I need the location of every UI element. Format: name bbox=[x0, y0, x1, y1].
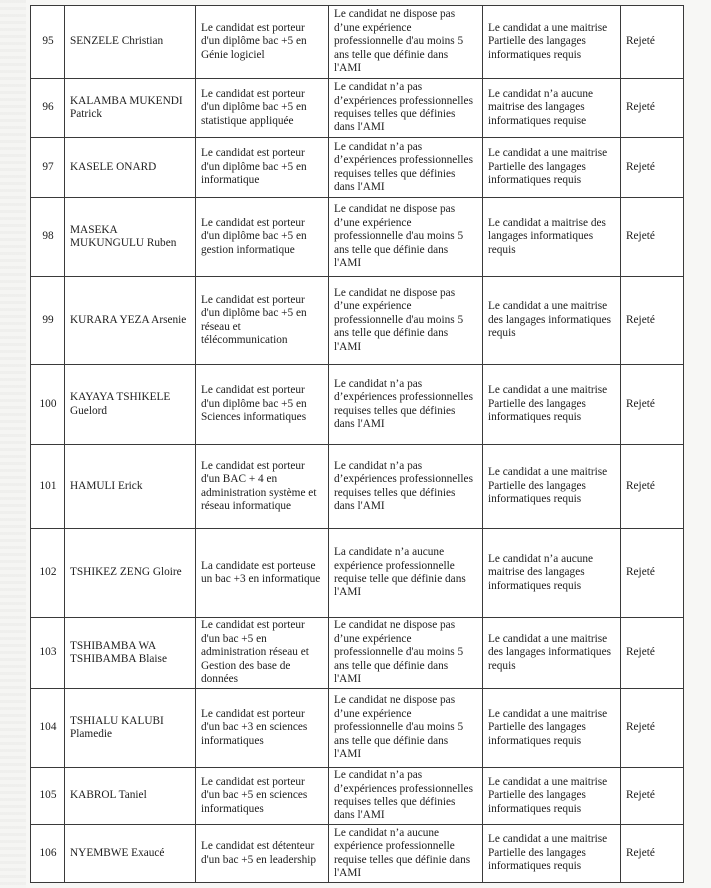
diploma-assessment: Le candidat est porteur d'un BAC + 4 en administration système et réseau informatique bbox=[196, 445, 329, 529]
candidate-number: 101 bbox=[31, 445, 65, 529]
candidates-table bbox=[30, 5, 684, 883]
diploma-assessment: Le candidat est porteur d'un bac +5 en administration réseau et Gestion des base de données bbox=[196, 618, 329, 689]
table-row bbox=[31, 198, 684, 277]
decision-status: Rejeté bbox=[621, 768, 684, 825]
experience-assessment: La candidate n’a aucune expérience professionnelle requise telle que définie dans l'AMI bbox=[329, 529, 483, 618]
languages-assessment: Le candidat n’a aucune maitrise des langages informatiques requis bbox=[483, 529, 621, 618]
decision-status: Rejeté bbox=[621, 445, 684, 529]
candidate-number: 97 bbox=[31, 138, 65, 198]
languages-assessment: Le candidat n’a aucune maitrise des langages informatiques requise bbox=[483, 79, 621, 138]
candidate-name: TSHIKEZ ZENG Gloire bbox=[65, 529, 196, 618]
table-row bbox=[31, 138, 684, 198]
experience-assessment: Le candidat n’a pas d’expériences professionnelles requises telles que définies dans l'AMI bbox=[329, 79, 483, 138]
decision-status: Rejeté bbox=[621, 618, 684, 689]
experience-assessment: Le candidat n’a aucune expérience professionnelle requise telles que définie dans l'AMI bbox=[329, 825, 483, 883]
candidate-name: KURARA YEZA Arsenie bbox=[65, 277, 196, 365]
candidate-number: 103 bbox=[31, 618, 65, 689]
decision-status: Rejeté bbox=[621, 138, 684, 198]
candidate-number: 106 bbox=[31, 825, 65, 883]
candidate-name: KAYAYA TSHIKELE Guelord bbox=[65, 365, 196, 445]
diploma-assessment: Le candidat est détenteur d'un bac +5 en leadership bbox=[196, 825, 329, 883]
table-row bbox=[31, 6, 684, 79]
decision-status: Rejeté bbox=[621, 6, 684, 79]
candidate-number: 100 bbox=[31, 365, 65, 445]
candidate-name: SENZELE Christian bbox=[65, 6, 196, 79]
candidate-number: 96 bbox=[31, 79, 65, 138]
candidate-name: NYEMBWE Exaucé bbox=[65, 825, 196, 883]
experience-assessment: Le candidat n’a pas d’expériences professionnelles requises telles que définies dans l'AMI bbox=[329, 138, 483, 198]
decision-status: Rejeté bbox=[621, 365, 684, 445]
diploma-assessment: Le candidat est porteur d'un diplôme bac +5 en statistique appliquée bbox=[196, 79, 329, 138]
candidate-name: MASEKA MUKUNGULU Ruben bbox=[65, 198, 196, 277]
decision-status: Rejeté bbox=[621, 529, 684, 618]
table-row bbox=[31, 825, 684, 883]
diploma-assessment: Le candidat est porteur d'un diplôme bac +5 en réseau et télécommunication bbox=[196, 277, 329, 365]
experience-assessment: Le candidat ne dispose pas d’une expérience professionnelle d'au moins 5 ans telle que définie dans l'AMI bbox=[329, 618, 483, 689]
table-row bbox=[31, 445, 684, 529]
languages-assessment: Le candidat a une maitrise Partielle des langages informatiques requis bbox=[483, 365, 621, 445]
candidate-number: 104 bbox=[31, 689, 65, 768]
decision-status: Rejeté bbox=[621, 689, 684, 768]
experience-assessment: Le candidat n’a pas d’expériences professionnelles requises telles que définies dans l'AMI bbox=[329, 365, 483, 445]
table-row bbox=[31, 529, 684, 618]
languages-assessment: Le candidat a une maitrise Partielle des langages informatiques requis bbox=[483, 445, 621, 529]
languages-assessment: Le candidat a une maitrise Partielle des langages informatiques requis bbox=[483, 689, 621, 768]
decision-status: Rejeté bbox=[621, 79, 684, 138]
candidate-name: TSHIBAMBA WA TSHIBAMBA Blaise bbox=[65, 618, 196, 689]
decision-status: Rejeté bbox=[621, 198, 684, 277]
table-row bbox=[31, 618, 684, 689]
diploma-assessment: Le candidat est porteur d'un diplôme bac +5 en Génie logiciel bbox=[196, 6, 329, 79]
diploma-assessment: Le candidat est porteur d'un diplôme bac +5 en informatique bbox=[196, 138, 329, 198]
languages-assessment: Le candidat a une maitrise des langages informatiques requis bbox=[483, 277, 621, 365]
candidate-name: HAMULI Erick bbox=[65, 445, 196, 529]
experience-assessment: Le candidat ne dispose pas d’une expérience professionnelle d'au moins 5 ans telle que définie dans l'AMI bbox=[329, 689, 483, 768]
candidate-number: 98 bbox=[31, 198, 65, 277]
languages-assessment: Le candidat a une maitrise des langages informatiques requis bbox=[483, 618, 621, 689]
decision-status: Rejeté bbox=[621, 277, 684, 365]
scan-margin bbox=[0, 0, 26, 888]
candidate-name: KASELE ONARD bbox=[65, 138, 196, 198]
experience-assessment: Le candidat n’a pas d’expériences professionnelles requises telles que définies dans l'AMI bbox=[329, 445, 483, 529]
candidate-number: 102 bbox=[31, 529, 65, 618]
languages-assessment: Le candidat a une maitrise Partielle des langages informatiques requis bbox=[483, 6, 621, 79]
table-row bbox=[31, 689, 684, 768]
table-row bbox=[31, 277, 684, 365]
candidate-name: TSHIALU KALUBI Plamedie bbox=[65, 689, 196, 768]
diploma-assessment: Le candidat est porteur d'un bac +3 en sciences informatiques bbox=[196, 689, 329, 768]
languages-assessment: Le candidat a une maitrise Partielle des langages informatiques requis bbox=[483, 138, 621, 198]
diploma-assessment: La candidate est porteuse un bac +3 en informatique bbox=[196, 529, 329, 618]
candidate-number: 99 bbox=[31, 277, 65, 365]
languages-assessment: Le candidat a une maitrise Partielle des langages informatiques requis bbox=[483, 768, 621, 825]
table-row bbox=[31, 79, 684, 138]
candidate-number: 105 bbox=[31, 768, 65, 825]
languages-assessment: Le candidat a maitrise des langages informatiques requis bbox=[483, 198, 621, 277]
table-body bbox=[31, 6, 684, 883]
table-row bbox=[31, 768, 684, 825]
diploma-assessment: Le candidat est porteur d'un bac +5 en sciences informatiques bbox=[196, 768, 329, 825]
experience-assessment: Le candidat ne dispose pas d’une expérience professionnelle d'au moins 5 ans telle que définie dans l'AMI bbox=[329, 198, 483, 277]
experience-assessment: Le candidat ne dispose pas d’une expérience professionnelle d'au moins 5 ans telle que définie dans l'AMI bbox=[329, 277, 483, 365]
diploma-assessment: Le candidat est porteur d'un diplôme bac +5 en Sciences informatiques bbox=[196, 365, 329, 445]
experience-assessment: Le candidat n’a pas d’expériences professionnelles requises telles que définies dans l'AMI bbox=[329, 768, 483, 825]
languages-assessment: Le candidat a une maitrise Partielle des langages informatiques requis bbox=[483, 825, 621, 883]
experience-assessment: Le candidat ne dispose pas d’une expérience professionnelle d'au moins 5 ans telle que définie dans l'AMI bbox=[329, 6, 483, 79]
decision-status: Rejeté bbox=[621, 825, 684, 883]
candidate-name: KALAMBA MUKENDI Patrick bbox=[65, 79, 196, 138]
candidate-number: 95 bbox=[31, 6, 65, 79]
candidate-name: KABROL Taniel bbox=[65, 768, 196, 825]
diploma-assessment: Le candidat est porteur d'un diplôme bac +5 en gestion informatique bbox=[196, 198, 329, 277]
table-row bbox=[31, 365, 684, 445]
